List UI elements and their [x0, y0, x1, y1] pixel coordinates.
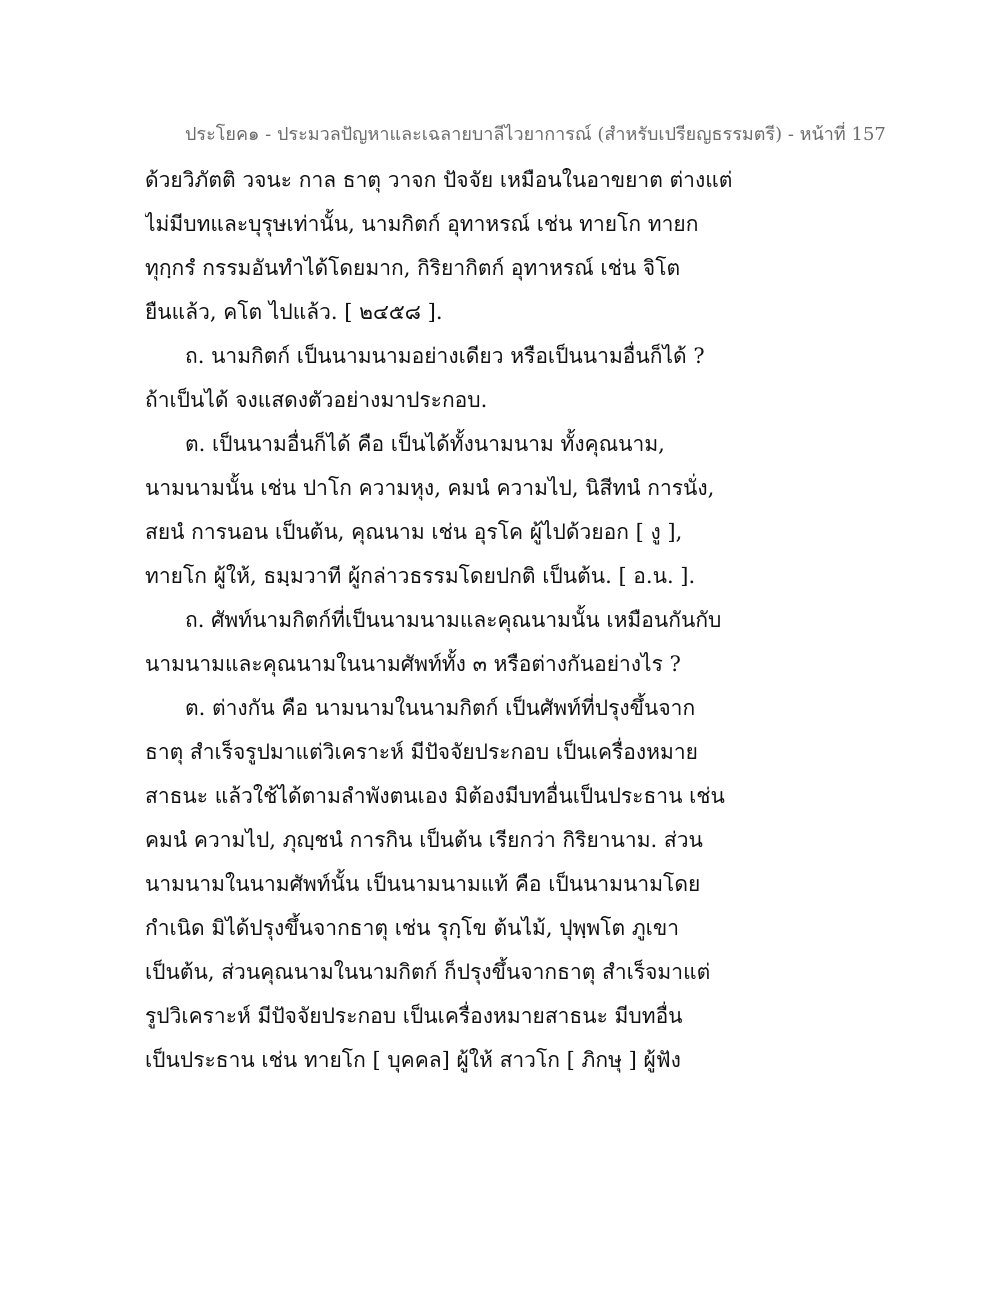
text-line: นามนามนั้น เช่น ปาโก ความหุง, คมนํ ความไป, นิสีทนํ การนั่ง,: [145, 476, 715, 500]
text-line: ธาตุ สำเร็จรูปมาแต่วิเคราะห์ มีปัจจัยประกอบ เป็นเครื่องหมาย: [145, 740, 698, 764]
text-line: สยนํ การนอน เป็นต้น, คุณนาม เช่น อุรโค ผู้ไปด้วยอก [ งู ],: [145, 520, 683, 544]
text-line: ทายโก ผู้ให้, ธมฺมวาที ผู้กล่าวธรรมโดยปกติ เป็นต้น. [ อ.น. ].: [145, 564, 696, 588]
answer-line: ต. ต่างกัน คือ นามนามในนามกิตก์ เป็นศัพท์ที่ปรุงขึ้นจาก: [185, 696, 696, 720]
text-line: ด้วยวิภัตติ วจนะ กาล ธาตุ วาจก ปัจจัย เหมือนในอาขยาต ต่างแต่: [145, 168, 733, 192]
text-line: นามนามและคุณนามในนามศัพท์ทั้ง ๓ หรือต่างกันอย่างไร ?: [145, 652, 681, 676]
text-line: รูปวิเคราะห์ มีปัจจัยประกอบ เป็นเครื่องหมายสาธนะ มีบทอื่น: [145, 1004, 683, 1028]
text-line: ยืนแล้ว, คโต ไปแล้ว. [ ๒๔๕๘ ].: [145, 300, 443, 324]
text-line: นามนามในนามศัพท์นั้น เป็นนามนามแท้ คือ เป็นนามนามโดย: [145, 872, 701, 896]
question-line: ถ. นามกิตก์ เป็นนามนามอย่างเดียว หรือเป็นนามอื่นก็ได้ ?: [185, 344, 705, 368]
text-line: ไม่มีบทและบุรุษเท่านั้น, นามกิตก์ อุทาหรณ์ เช่น ทายโก ทายก: [145, 212, 699, 236]
text-line: กำเนิด มิได้ปรุงขึ้นจากธาตุ เช่น รุกฺโข ต้นไม้, ปุพฺพโต ภูเขา: [145, 916, 679, 940]
answer-line: ต. เป็นนามอื่นก็ได้ คือ เป็นได้ทั้งนามนาม ทั้งคุณนาม,: [185, 432, 665, 456]
body-text: [145, 158, 865, 1082]
question-line: ถ. ศัพท์นามกิตก์ที่เป็นนามนามและคุณนามนั้น เหมือนกันกับ: [185, 608, 722, 632]
text-line: ทุกฺกรํ กรรมอันทำได้โดยมาก, กิริยากิตก์ อุทาหรณ์ เช่น จิโต: [145, 256, 681, 280]
text-line: เป็นประธาน เช่น ทายโก [ บุคคล] ผู้ให้ สาวโก [ ภิกษุ ] ผู้ฟัง: [145, 1048, 681, 1072]
text-line: ถ้าเป็นได้ จงแสดงตัวอย่างมาประกอบ.: [145, 388, 488, 412]
text-line: เป็นต้น, ส่วนคุณนามในนามกิตก์ ก็ปรุงขึ้นจากธาตุ สำเร็จมาแต่: [145, 960, 711, 984]
text-line: คมนํ ความไป, ภุญฺชนํ การกิน เป็นต้น เรียกว่า กิริยานาม. ส่วน: [145, 828, 703, 852]
text-line: สาธนะ แล้วใช้ได้ตามลำพังตนเอง มิต้องมีบทอื่นเป็นประธาน เช่น: [145, 784, 725, 808]
running-header: ประโยค๑ - ประมวลปัญหาและเฉลายบาลีไวยาการณ์ (สำหรับเปรียญธรรมตรี) - หน้าที่ 157: [185, 124, 886, 145]
